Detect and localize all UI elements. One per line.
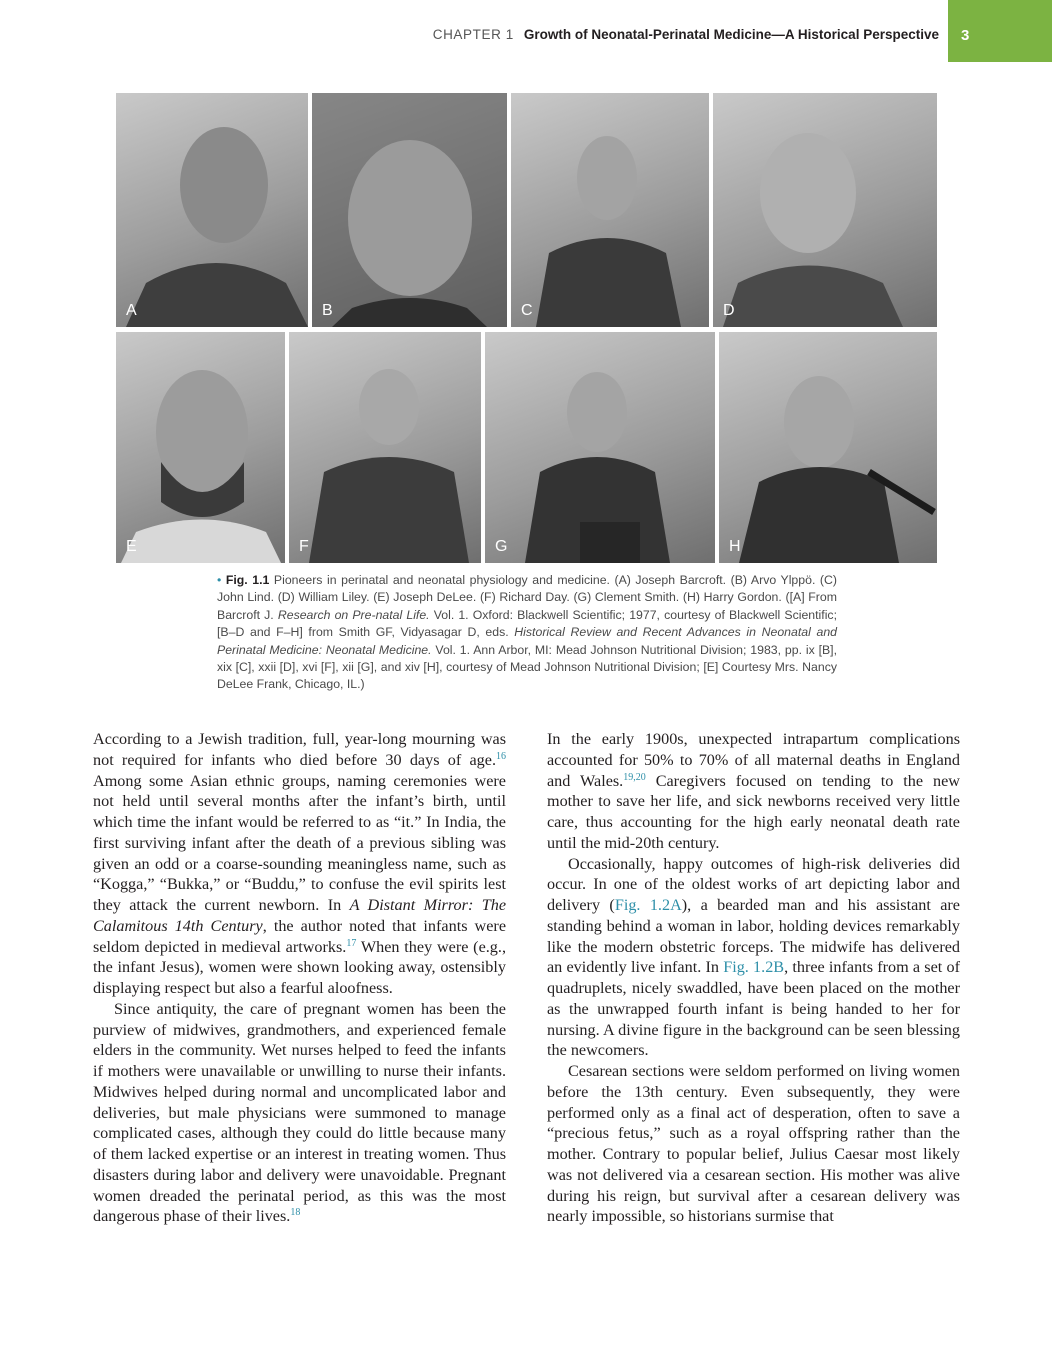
panel-label-b: B xyxy=(322,302,333,319)
portrait-silhouette xyxy=(116,332,285,563)
citation-ref[interactable]: 19,20 xyxy=(623,771,646,783)
text-run: Among some Asian ethnic groups, naming ceremonies were not held until several months after the infant’s birth, until which time the infant would be referred to as “it.” In India, the first surviving infant after the death of a previous sibling was given an odd or a coarse-sounding meaningless name, such as “Kogga,” “Bukka,” or “Buddu,” to confuse the evil spirits lest they attack the current newborn. In xyxy=(93,771,506,914)
portrait-silhouette xyxy=(116,93,308,327)
running-header xyxy=(433,27,939,42)
caption-text: Vol. 1. Ann Arbor, MI: Mead Johnson Nutritional Division; 1983, pp. ix [B], xix [C], xxii [D], xvi [F], xii [G], and xiv [H], courtesy of Mead Johnson Nutritional Division; [E] Courtesy Mrs. Nancy DeLee Frank, Chicago, IL.) xyxy=(217,642,838,692)
chapter-label: CHAPTER 1 xyxy=(432,27,514,42)
paragraph xyxy=(547,729,960,854)
text-run: When they were (e.g., the infant Jesus), women were shown looking away, ostensibly displaying respect but also a fearful aloofness. xyxy=(93,937,506,997)
text-run: , the author noted that infants were seldom depicted in medieval artworks. xyxy=(93,916,507,956)
figure-caption xyxy=(217,572,837,694)
panel-label-f: F xyxy=(299,538,309,555)
text-run: , three infants from a set of quadruplets, nicely swaddled, have been placed on the mother as the unwrapped fourth infant is being handed to her for nursing. A divine figure in the background can be seen blessing the newcomers. xyxy=(547,958,960,1060)
panel-label-a: A xyxy=(126,302,137,319)
photo-panel-e xyxy=(116,332,285,563)
caption-book-title: Historical Review and Recent Advances in Neonatal and Perinatal Medicine: Neonatal Medicine. xyxy=(217,625,838,657)
page-number-tab xyxy=(948,0,1052,62)
photo-panel-h xyxy=(719,332,937,563)
paragraph xyxy=(93,999,506,1227)
portrait-silhouette xyxy=(511,93,709,327)
portrait-silhouette xyxy=(719,332,937,563)
photo-panel-a xyxy=(116,93,308,327)
portrait-silhouette xyxy=(485,332,715,563)
caption-book-title: Research on Pre-natal Life. xyxy=(277,607,430,622)
body-column-right xyxy=(547,729,960,1227)
figure-number: Fig. 1.1 xyxy=(225,573,270,587)
text-run: According to a Jewish tradition, full, year-long mourning was not required for infants who died before 30 days of age. xyxy=(93,730,506,769)
photo-panel-d xyxy=(713,93,937,327)
text-run: Occasionally, happy outcomes of high-risk deliveries did occur. In one of the oldest works of art depicting labor and delivery ( xyxy=(547,854,960,914)
figure-link[interactable]: Fig. 1.2B xyxy=(723,958,785,977)
paragraph xyxy=(547,854,960,1062)
text-run: In the early 1900s, unexpected intrapartum complications accounted for 50% to 70% of all maternal deaths in England and Wales. xyxy=(547,730,960,790)
caption-bullet: • xyxy=(217,573,222,587)
citation-ref[interactable]: 17 xyxy=(346,937,357,949)
panel-label-h: H xyxy=(729,538,741,555)
photo-panel-c xyxy=(511,93,709,327)
portrait-silhouette xyxy=(289,332,481,563)
photo-panel-b xyxy=(312,93,507,327)
panel-label-c: C xyxy=(521,302,533,319)
chapter-title: Growth of Neonatal-Perinatal Medicine—A Historical Perspective xyxy=(523,27,939,42)
text-run: Caregivers focused on tending to the new mother to save her life, and sick newborns received very little care, thus accounting for the high early neonatal death rate until the mid-20th century. xyxy=(547,771,960,852)
panel-label-g: G xyxy=(495,538,508,555)
paragraph xyxy=(93,729,506,999)
text-run: ), a bearded man and his assistant are standing behind a woman in labor, holding devices remarkably like the modern obstetric forceps. The midwife has delivered an evidently live infant. In xyxy=(547,896,960,977)
book-title: A Distant Mirror: The Calamitous 14th Century xyxy=(93,896,507,935)
panel-label-d: D xyxy=(723,302,735,319)
portrait-silhouette xyxy=(312,93,507,327)
caption-text: Vol. 1. Oxford: Blackwell Scientific; 1977, courtesy of Blackwell Scientific; [B–D and F–H] from Smith GF, Vidyasagar D, eds. xyxy=(217,607,837,640)
figure-link[interactable]: Fig. 1.2A xyxy=(614,896,682,914)
page-number: 3 xyxy=(961,27,970,44)
panel-label-e: E xyxy=(126,538,137,555)
paragraph xyxy=(547,1061,960,1227)
caption-text: Pioneers in perinatal and neonatal physiology and medicine. (A) Joseph Barcroft. (B) Arvo Ylppö. (C) John Lind. (D) William Liley. (E) Joseph DeLee. (F) Richard Day. (G) Clement Smith. (H) Harry Gordon. ([A] From Barcroft J. xyxy=(217,573,837,622)
text-run: Cesarean sections were seldom performed on living women before the 13th century. Even subsequently, they were performed only as a final act of desperation, often to save a “precious fetus,” such as a royal offspring rather than the mother. Contrary to popular belief, Julius Caesar most likely was not delivered via a cesarean section. His mother was alive during his reign, but survival after a cesarean delivery was nearly impossible, so historians surmise that xyxy=(547,1062,960,1226)
body-column-left xyxy=(93,729,506,1227)
photo-panel-g xyxy=(485,332,715,563)
text-run: Since antiquity, the care of pregnant women has been the purview of midwives, grandmothers, and experienced female elders in the community. Wet nurses helped to feed the infants if mothers were unavailable or unwilling to nurse their infants. Midwives helped during normal and uncomplicated labor and deliveries, but male physicians were summoned to manage complicated cases, although they could do little because many of them lacked expertise or an interest in treating women. Thus disasters during labor and delivery were unavoidable. Pregnant women dreaded the perinatal period, as this was the most dangerous phase of their lives. xyxy=(93,999,506,1226)
portrait-silhouette xyxy=(713,93,937,327)
citation-ref[interactable]: 16 xyxy=(496,750,506,762)
citation-ref[interactable]: 18 xyxy=(290,1207,301,1219)
photo-panel-f xyxy=(289,332,481,563)
